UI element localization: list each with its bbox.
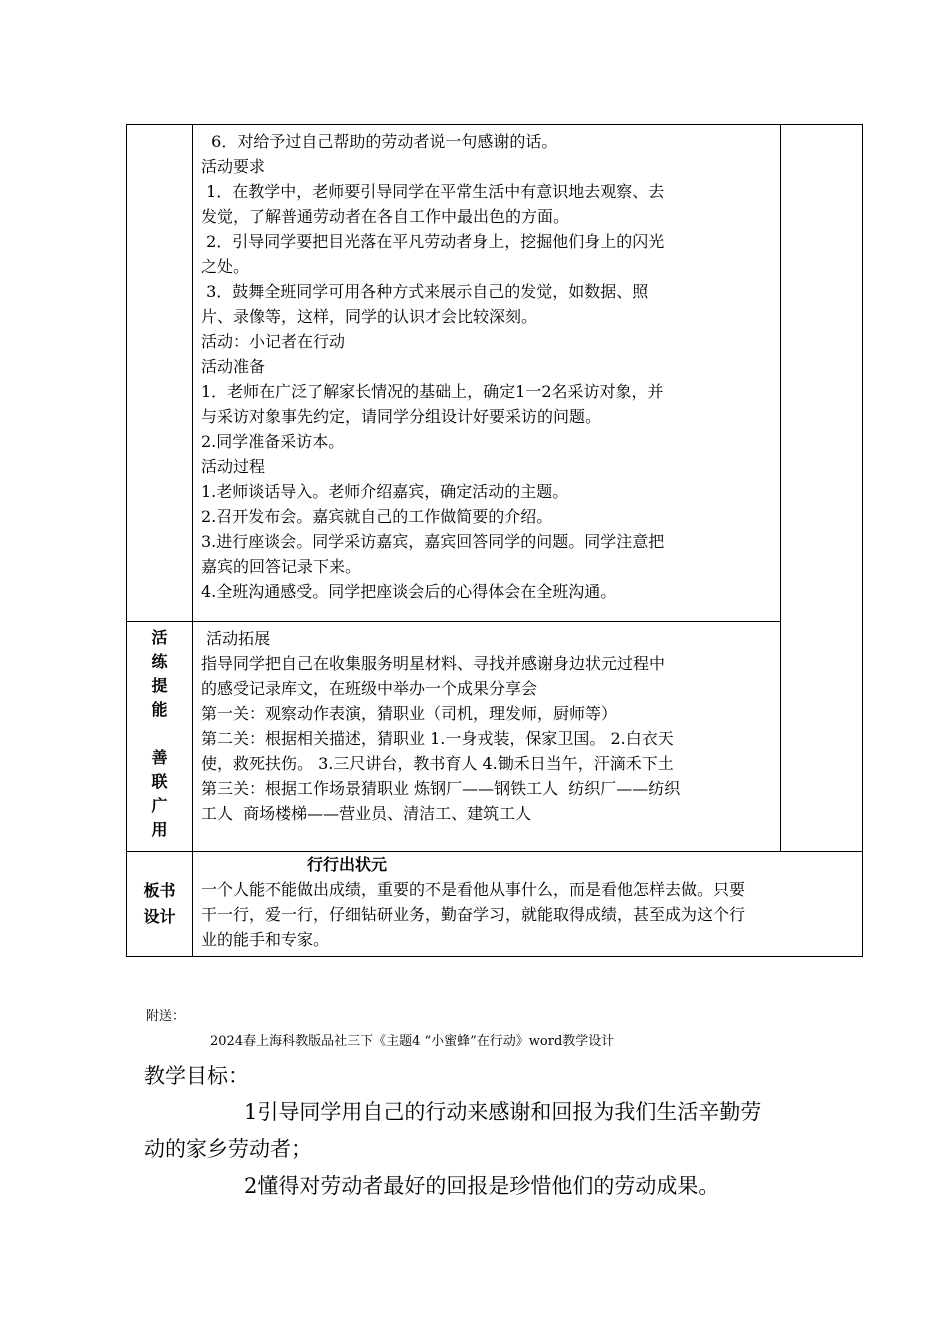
row1-label-cell: [127, 125, 193, 622]
label-char: 广: [151, 796, 168, 815]
text-line: 的感受记录库文，在班级中举办一个成果分享会: [201, 679, 538, 698]
label-char: 善: [151, 748, 168, 767]
text-line: 之处。: [201, 257, 250, 276]
board-label-line1: 板书: [143, 881, 176, 900]
table-row-extension: [127, 622, 863, 852]
goal1-line2: 动的家乡劳动者；: [144, 1137, 312, 1161]
board-text: [201, 877, 856, 952]
text-line: 1．在教学中，老师要引导同学在平常生活中有意识地去观察、去: [201, 182, 665, 201]
text-line: 2.召开发布会。嘉宾就自己的工作做简要的介绍。: [201, 507, 553, 526]
label-char: 活: [151, 628, 168, 647]
label-char: 用: [151, 820, 168, 839]
label-char: 能: [151, 700, 168, 719]
row1-content-cell: [193, 125, 781, 622]
text-line: 活动要求: [201, 157, 266, 176]
text-line: 指导同学把自己在收集服务明星材料、寻找并感谢身边状元过程中: [201, 654, 666, 673]
goal-heading: 教学目标：: [144, 1064, 249, 1088]
label-char: 练: [151, 652, 168, 671]
text-line: 第一关：观察动作表演，猜职业（司机，理发师，厨师等）: [201, 704, 618, 723]
text-line: 一个人能不能做出成绩，重要的不是看他从事什么，而是看他怎样去做。只要: [201, 880, 746, 899]
label-char: [127, 722, 192, 746]
appendix-label: 附送：: [146, 1009, 186, 1024]
table-row-board-design: [127, 852, 863, 957]
text-line: 2.同学准备采访本。: [201, 432, 345, 451]
label-char: 提: [151, 676, 168, 695]
text-line: 业的能手和专家。: [201, 930, 330, 949]
text-line: 发觉，了解普通劳动者在各自工作中最出色的方面。: [201, 207, 570, 226]
text-line: 1.老师谈话导入。老师介绍嘉宾，确定活动的主题。: [201, 482, 569, 501]
text-line: 第二关：根据相关描述，猜职业 1.一身戎装，保家卫国。 2.白衣天: [201, 729, 674, 748]
text-line: 活动拓展: [201, 629, 271, 648]
text-line: 干一行，爱一行，仔细钻研业务，勤奋学习，就能取得成绩，甚至成为这个行: [201, 905, 746, 924]
text-line: 3．鼓舞全班同学可用各种方式来展示自己的发觉，如数据、照: [201, 282, 649, 301]
row3-content-cell: [193, 852, 863, 957]
text-line: 2．引导同学要把目光落在平凡劳动者身上，挖掘他们身上的闪光: [201, 232, 665, 251]
lesson-table: [126, 124, 863, 957]
row2-label-cell: [127, 622, 193, 852]
text-line: 与采访对象事先约定，请同学分组设计好要采访的问题。: [201, 407, 602, 426]
table-row-activity: [127, 125, 863, 622]
text-line: 活动：小记者在行动: [201, 332, 346, 351]
row2-vertical-label: [127, 622, 192, 842]
text-line: 1．老师在广泛了解家长情况的基础上，确定1一2名采访对象，并: [201, 382, 664, 401]
text-line: 6．对给予过自己帮助的劳动者说一句感谢的话。: [201, 132, 558, 151]
extension-text: [193, 622, 780, 830]
activity-text: [193, 125, 780, 608]
row3-label-cell: [127, 852, 193, 957]
text-line: 4.全班沟通感受。同学把座谈会后的心得体会在全班沟通。: [201, 582, 617, 601]
text-line: 工人 商场楼梯——营业员、清洁工、建筑工人: [201, 804, 532, 823]
row2-content-cell: [193, 622, 781, 852]
goal-body: [144, 1094, 824, 1205]
text-line: 嘉宾的回答记录下来。: [201, 557, 362, 576]
text-line: 活动准备: [201, 357, 266, 376]
board-label-line2: 设计: [143, 907, 176, 926]
label-char: 联: [151, 772, 168, 791]
doc-title: 2024春上海科教版品社三下《主题4 “小蜜蜂”在行动》word教学设计: [210, 1034, 615, 1049]
text-line: 3.进行座谈会。同学采访嘉宾，嘉宾回答同学的问题。同学注意把: [201, 532, 665, 551]
goal2: 2懂得对劳动者最好的回报是珍惜他们的劳动成果。: [244, 1174, 720, 1198]
text-line: 使，救死扶伤。 3.三尺讲台，教书育人 4.锄禾日当午，汗滴禾下土: [201, 754, 674, 773]
row1-extra-cell: [781, 125, 863, 852]
goal1-line1: 1引导同学用自己的行动来感谢和回报为我们生活辛勤劳: [244, 1100, 762, 1124]
board-title: 行行出状元: [307, 855, 388, 874]
text-line: 第三关：根据工作场景猜职业 炼钢厂——钢铁工人 纺织厂——纺织: [201, 779, 681, 798]
text-line: 片、录像等，这样，同学的认识才会比较深刻。: [201, 307, 538, 326]
text-line: 活动过程: [201, 457, 266, 476]
